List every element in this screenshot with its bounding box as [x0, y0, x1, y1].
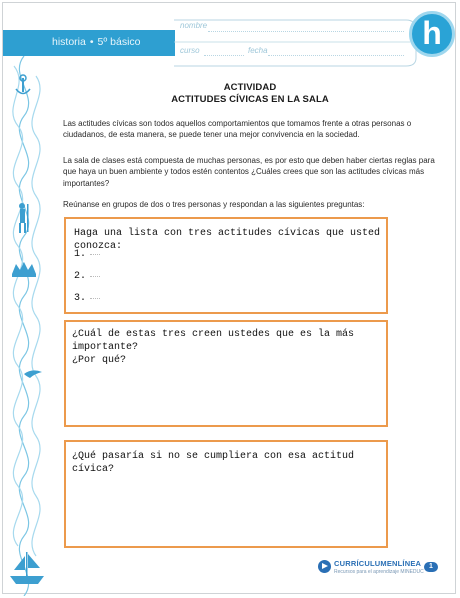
subject-label — [52, 36, 141, 48]
name-field-label: nombre — [180, 21, 208, 30]
question-box-1[interactable] — [64, 217, 388, 314]
context-paragraph: La sala de clases está compuesta de muchas personas, es por esto que deben haber ciertas reglas para que haya un buen ambiente y todos estén contentos ¿Cuáles crees que son las actitudes cívicas más importantes? — [63, 156, 435, 188]
ship-icon — [10, 552, 44, 584]
question-1-text: Haga una lista con tres actitudes cívicas que usted conozca: — [74, 228, 387, 252]
list-item-3-number: 3. — [74, 293, 87, 304]
instruction-paragraph: Reúnanse en grupos de dos o tres personas y respondan a las siguientes preguntas: — [63, 200, 365, 209]
list-item-2[interactable] — [74, 271, 100, 282]
activity-subtitle: ACTITUDES CÍVICAS EN LA SALA — [171, 94, 329, 105]
grade-label: 5º básico — [97, 36, 141, 48]
course-field[interactable] — [204, 55, 244, 56]
list-item-1-number: 1. — [74, 249, 87, 260]
history-badge-icon: h — [409, 11, 455, 57]
soldier-icon — [19, 203, 29, 233]
curriculum-logo-icon — [318, 560, 331, 573]
footer-brand: CURRÍCULUMENLÍNEA — [334, 559, 422, 568]
crown-icon — [12, 262, 36, 277]
course-field-label: curso — [180, 46, 200, 55]
intro-paragraph: Las actitudes cívicas son todos aquellos comportamientos que tomamos frente a otras personas o ciudadanos, de esta manera, se puede tener una mejor convivencia en la sociedad. — [63, 119, 412, 140]
question-box-2[interactable] — [64, 320, 388, 427]
date-field-label: fecha — [248, 46, 268, 55]
list-item-1[interactable] — [74, 249, 100, 260]
question-box-3[interactable] — [64, 440, 388, 548]
subject-name: historia — [52, 36, 86, 48]
bird-icon — [24, 370, 42, 378]
page-number: 1 — [424, 562, 438, 572]
anchor-icon — [16, 75, 30, 94]
header-form-outline — [170, 18, 422, 68]
list-item-3[interactable] — [74, 293, 100, 304]
subject-separator: • — [89, 36, 94, 48]
question-2-text: ¿Cuál de estas tres creen ustedes que es la más importante? ¿Por qué? — [72, 329, 355, 366]
footer-tagline: Recursos para el aprendizaje MINEDUC — [334, 569, 424, 575]
question-3-text: ¿Qué pasaría si no se cumpliera con esa actitud cívica? — [72, 451, 361, 475]
list-item-2-number: 2. — [74, 271, 87, 282]
decorative-margin — [0, 56, 52, 596]
activity-title: ACTIVIDAD — [223, 82, 277, 93]
name-field[interactable] — [208, 31, 404, 32]
date-field[interactable] — [268, 55, 404, 56]
